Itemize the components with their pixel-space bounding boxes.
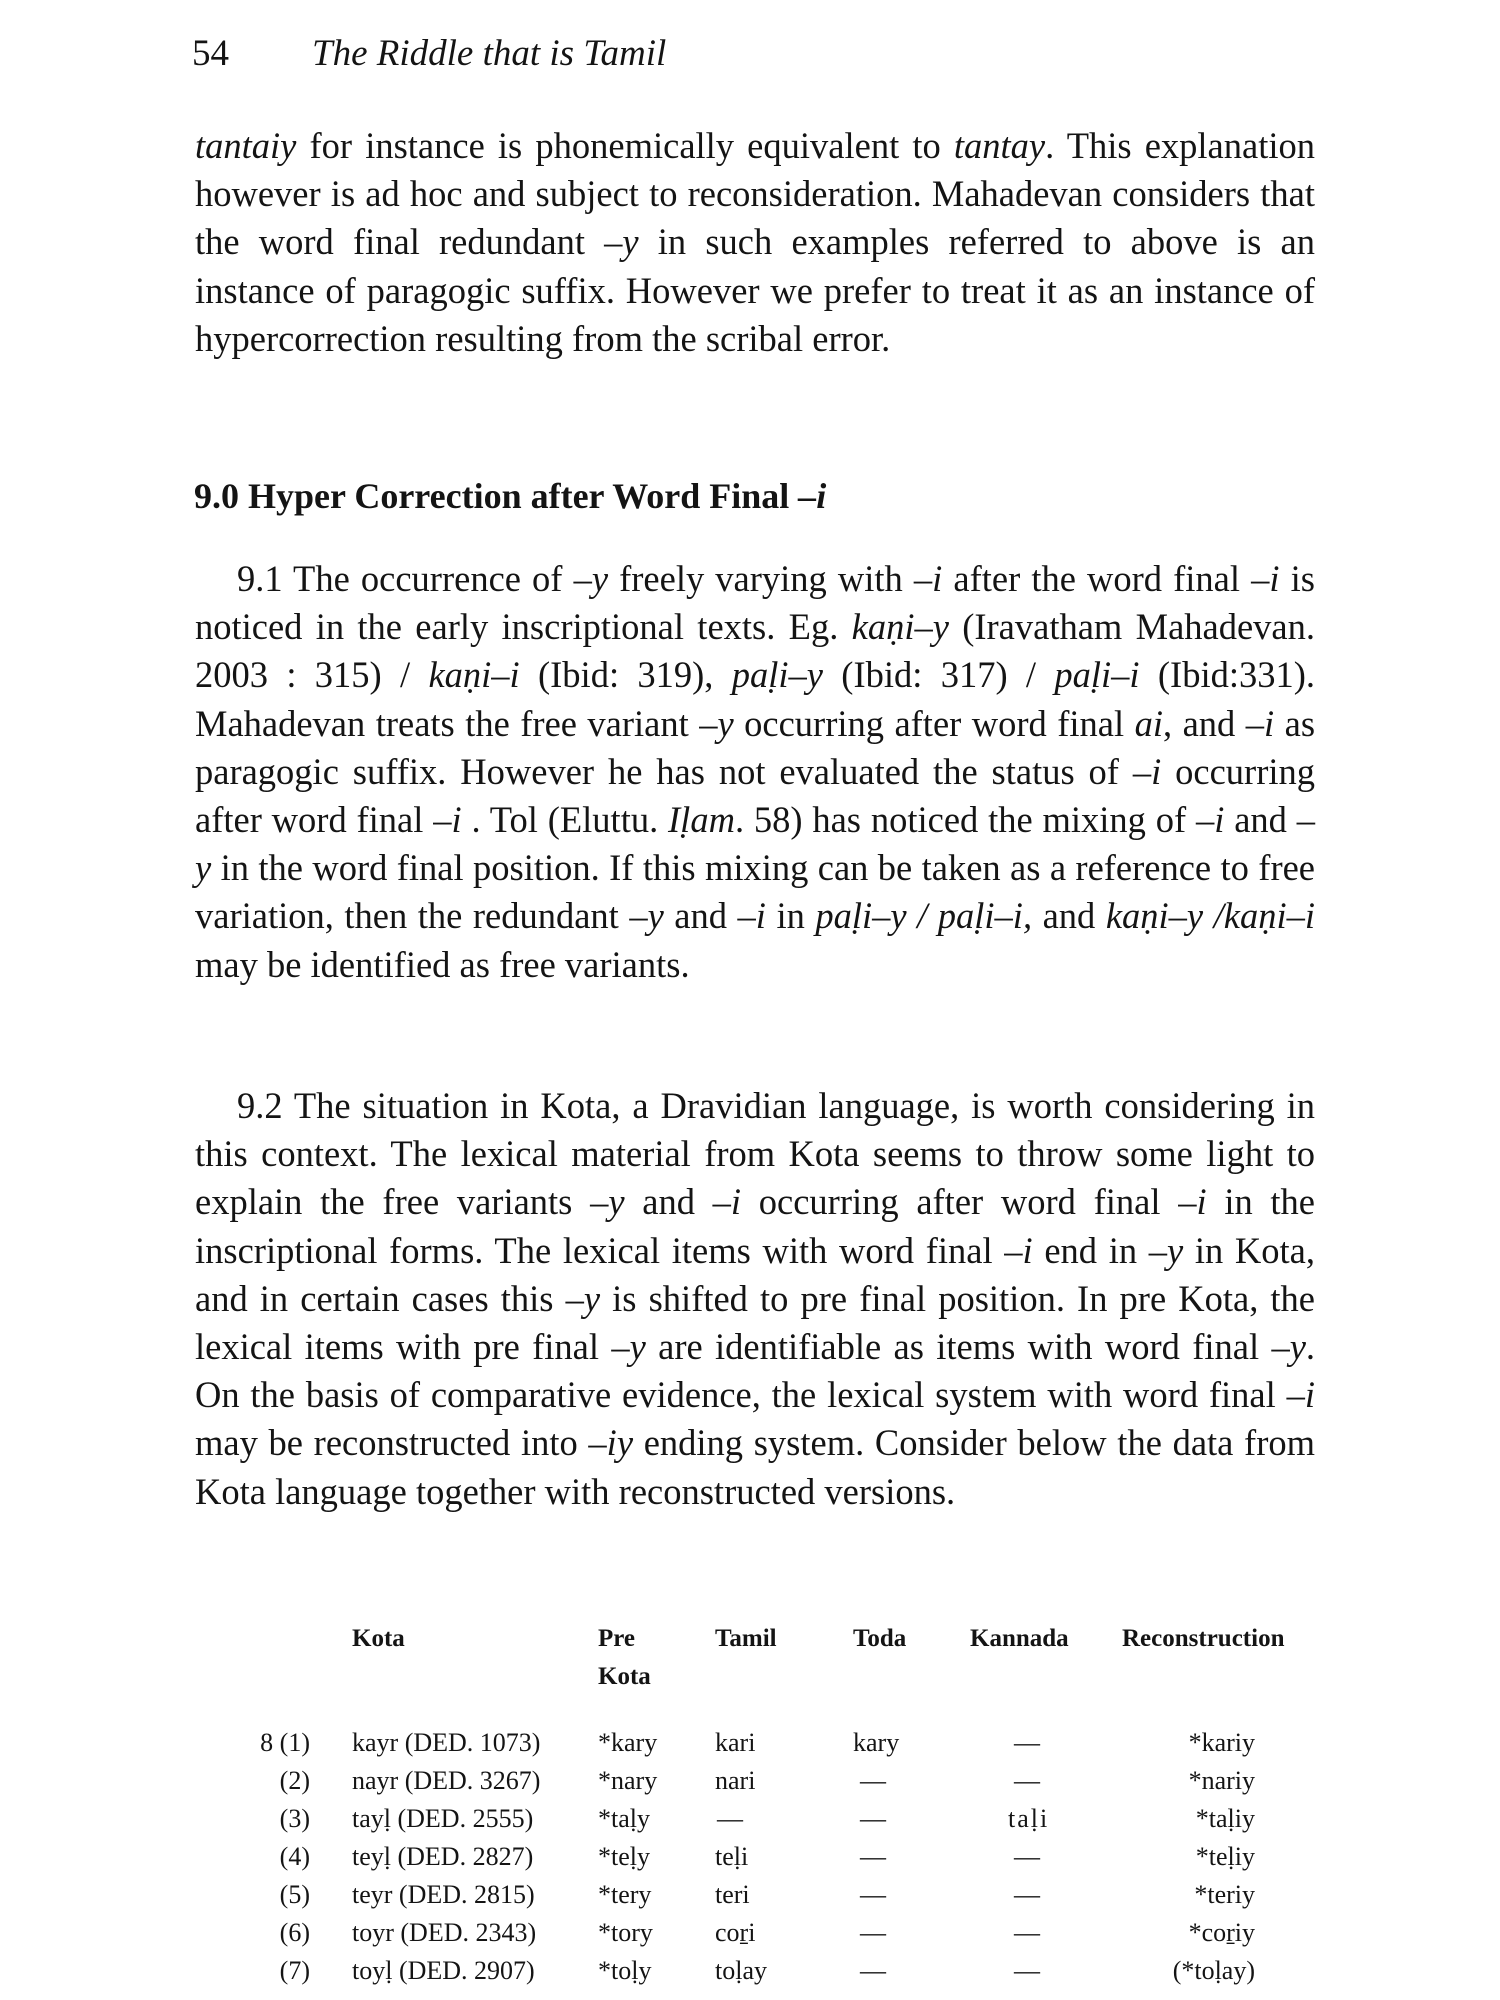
text-span: –y <box>573 558 609 599</box>
cell-pre-kota: *toḷy <box>598 1956 652 1985</box>
text-span: after the word final <box>942 558 1252 599</box>
cell-kannada: — <box>1014 1880 1040 1909</box>
cell-tamil: nari <box>715 1766 756 1795</box>
cell-pre-kota: *teḷy <box>598 1842 650 1871</box>
text-span: end in <box>1032 1229 1149 1271</box>
header-reconstruction: Reconstruction <box>1122 1625 1285 1652</box>
running-head <box>192 30 666 78</box>
text-span: –i <box>913 558 943 599</box>
text-span: –i <box>433 799 462 841</box>
text-span: . On the basis of comparative evidence, the lexical system with word final <box>195 1326 1316 1416</box>
text-span: occurring after word final <box>195 750 1315 841</box>
row-index: (3) <box>279 1804 310 1833</box>
text-span: –y <box>699 702 734 744</box>
row-index: (6) <box>279 1918 310 1947</box>
text-span: are identifiable as items with word final <box>645 1326 1272 1368</box>
row-index: (4) <box>279 1842 310 1871</box>
cell-toda: — <box>860 1918 886 1947</box>
text-span: –y <box>604 221 639 263</box>
text-span: and <box>663 895 738 937</box>
cell-tamil: toḷay <box>715 1956 767 1985</box>
text-span: is noticed in the early inscriptional texts. Eg. <box>195 558 1315 648</box>
text-span: may be identified as free variants. <box>195 943 690 985</box>
text-span: –y <box>1148 1229 1184 1271</box>
cell-kannada: — <box>1014 1842 1040 1871</box>
text-span: as paragogic suffix. However he has not evaluated the status of <box>195 702 1316 792</box>
cell-reconstruction: *teḷiy <box>1195 1842 1255 1871</box>
cell-toda: — <box>860 1766 886 1795</box>
text-span: –y <box>629 895 664 937</box>
cell-toda: — <box>860 1842 886 1871</box>
cell-tamil: coṟi <box>715 1918 756 1947</box>
row-index: (2) <box>279 1766 310 1795</box>
text-span: and <box>1224 799 1297 841</box>
cell-kannada: taḷi <box>1008 1804 1050 1833</box>
cell-toda: — <box>860 1880 886 1909</box>
paragraph-intro <box>195 122 1315 363</box>
book-title: The Riddle that is Tamil <box>312 33 667 74</box>
cell-reconstruction: *teriy <box>1194 1880 1255 1909</box>
text-span: (Ibid: 317) / <box>822 654 1055 696</box>
text-span: –i <box>1286 1374 1315 1416</box>
text-span: ending system. Consider below the data from Kota language together with reconstructed versions. <box>195 1422 1316 1512</box>
text-span: in the word final position. If this mixing can be taken as a reference to free variation, then the redundant <box>195 847 1315 937</box>
text-span: may be reconstructed into <box>195 1422 589 1464</box>
cell-kota: nayr (DED. 3267) <box>352 1766 541 1795</box>
cell-tamil: teri <box>715 1880 750 1909</box>
text-span: kaṇi–i <box>428 654 520 696</box>
text-span: (Ibid: 319), <box>519 654 732 696</box>
cell-kannada: — <box>1014 1918 1040 1947</box>
text-span: occurring after word final <box>733 702 1135 744</box>
paragraph-9-2 <box>195 1082 1315 1516</box>
text-span: –y <box>565 1277 601 1319</box>
text-span: occurring after word final <box>741 1181 1179 1223</box>
text-span: is shifted to pre final position. In pre Kota, the lexical items with pre final <box>195 1277 1315 1368</box>
cell-reconstruction: *nariy <box>1188 1766 1255 1795</box>
text-span: and <box>1032 895 1106 937</box>
cell-pre-kota: *taḷy <box>598 1804 650 1833</box>
cell-kannada: — <box>1014 1728 1040 1757</box>
text-span: and <box>624 1181 713 1223</box>
text-span: (Ibid:331). Mahadevan treats the free variant <box>195 654 1316 744</box>
text-span: kaṇi–y <box>851 606 949 648</box>
cell-pre-kota: *nary <box>598 1766 658 1795</box>
cell-kota: teyr (DED. 2815) <box>352 1880 535 1909</box>
text-span: kaṇi–y /kaṇi–i <box>1105 895 1316 937</box>
cell-reconstruction: *taḷiy <box>1195 1804 1255 1833</box>
text-span: tantay <box>953 125 1046 166</box>
cell-toda: — <box>860 1956 886 1985</box>
row-index: 8 (1) <box>260 1728 310 1757</box>
cell-pre-kota: *tery <box>598 1880 652 1909</box>
text-span: . This explanation however is ad hoc and subject to reconsideration. Mahadevan considers that the word final redundant <box>195 125 1315 263</box>
cell-reconstruction: *coṟiy <box>1188 1918 1255 1947</box>
text-span: –i <box>1245 702 1275 744</box>
cell-tamil: teḷi <box>715 1842 749 1871</box>
cell-kota: kayr (DED. 1073) <box>352 1728 541 1757</box>
text-span: in <box>765 895 816 937</box>
cell-kota: toyḷ (DED. 2907) <box>352 1956 535 1985</box>
cell-kota: tayḷ (DED. 2555) <box>352 1804 534 1833</box>
header-toda: Toda <box>853 1625 907 1652</box>
cell-reconstruction: *kariy <box>1188 1728 1255 1757</box>
text-span: –y <box>590 1181 625 1223</box>
cell-tamil: — <box>717 1804 743 1833</box>
text-span: paḷi–y / paḷi–i, <box>815 895 1033 937</box>
text-span: 9.2 The situation in Kota, a Dravidian language, is worth considering in this context. The lexical material from Kota seems to throw some light to explain the free variants <box>195 1085 1315 1223</box>
text-span: paḷi–y <box>731 654 823 696</box>
page-number: 54 <box>192 33 229 74</box>
row-index: (5) <box>279 1880 310 1909</box>
cell-pre-kota: *kary <box>598 1728 658 1757</box>
cell-kannada: — <box>1014 1766 1040 1795</box>
text-span: . 58) has noticed the mixing of <box>734 799 1196 841</box>
cell-toda: kary <box>853 1728 900 1757</box>
text-span: . Tol (Eluttu. <box>461 799 669 841</box>
text-span: 9.1 The occurrence of <box>237 558 574 599</box>
text-span: –i <box>712 1181 742 1223</box>
header-pre-kota-line2: Kota <box>598 1663 651 1690</box>
header-tamil: Tamil <box>715 1625 777 1652</box>
text-span: in the inscriptional forms. The lexical items with word final <box>195 1181 1316 1271</box>
text-span: in such examples referred to above is an instance of paragogic suffix. However we prefer to treat it as an instance of hypercorrection resulting from the scribal error. <box>195 221 1315 359</box>
text-span: tantaiy <box>195 125 297 166</box>
paragraph-9-1 <box>195 555 1315 989</box>
text-span: Iḷam <box>668 799 735 841</box>
header-kannada: Kannada <box>970 1625 1069 1652</box>
text-span: –i <box>1132 750 1162 792</box>
text-span: for instance is phonemically equivalent to <box>296 125 954 166</box>
text-span: –y <box>1271 1326 1306 1368</box>
text-span: (Iravatham Mahadevan. 2003 : 315) / <box>195 606 1315 696</box>
text-span: –i <box>1251 558 1280 599</box>
cell-pre-kota: *tory <box>598 1918 653 1947</box>
cell-toda: — <box>860 1804 886 1833</box>
text-span: in Kota, and in certain cases this <box>195 1229 1315 1319</box>
heading-text: 9.0 Hyper Correction after Word Final <box>194 476 799 516</box>
text-span: ai <box>1134 702 1163 744</box>
text-span: paḷi–i <box>1054 654 1140 696</box>
row-index: (7) <box>279 1956 310 1985</box>
text-span: –i <box>1195 799 1225 841</box>
text-span: –i <box>1178 1181 1207 1223</box>
section-heading <box>194 472 826 520</box>
text-span: freely varying with <box>608 558 914 599</box>
text-span: –y <box>195 799 1315 889</box>
cell-tamil: kari <box>715 1728 756 1757</box>
text-span: –i <box>1004 1229 1033 1271</box>
heading-suffix: –i <box>798 476 827 516</box>
cell-kota: toyr (DED. 2343) <box>352 1918 537 1947</box>
header-kota: Kota <box>352 1625 405 1652</box>
text-span: –y <box>611 1326 646 1368</box>
text-span: , and <box>1163 702 1246 744</box>
cell-kannada: — <box>1014 1956 1040 1985</box>
text-span: –iy <box>588 1422 634 1464</box>
header-pre-kota-line1: Pre <box>598 1625 636 1652</box>
text-span: –i <box>737 895 766 937</box>
cell-reconstruction: (*toḷay) <box>1172 1956 1255 1985</box>
cell-kota: teyḷ (DED. 2827) <box>352 1842 534 1871</box>
